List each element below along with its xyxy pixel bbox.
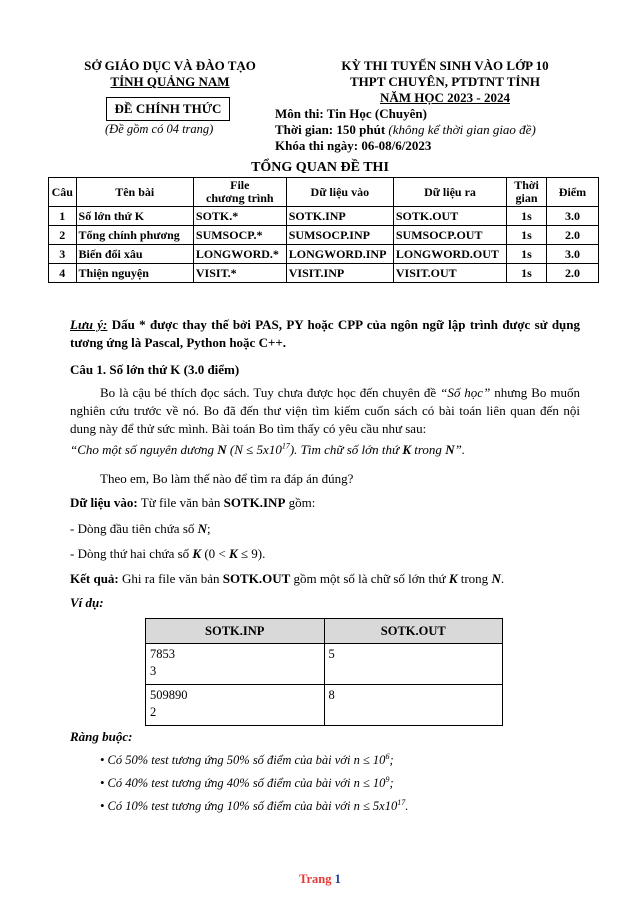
cell-file: VISIT.* — [193, 264, 286, 283]
cell-input: LONGWORD.INP — [286, 245, 393, 264]
cell-cau: 3 — [49, 245, 77, 264]
cell-score: 2.0 — [546, 226, 598, 245]
page-number: 1 — [334, 872, 341, 886]
note — [70, 316, 580, 352]
cell-time: 1s — [507, 207, 547, 226]
note-text: Dấu * được thay thế bởi PAS, PY hoặc CPP của ngôn ngữ lập trình được sử dụng tương ứng là Pascal, Python hoặc C++. — [70, 317, 581, 350]
cell-ten-bai: Số lớn thứ K — [76, 207, 193, 226]
cell-input: SUMSOCP.INP — [286, 226, 393, 245]
cell-score: 3.0 — [546, 207, 598, 226]
example-header-output: SOTK.OUT — [324, 619, 503, 644]
overview-row — [49, 207, 599, 226]
header-ten-bai: Tên bài — [76, 178, 193, 207]
question-1-prompt: Theo em, Bo làm thế nào để tìm ra đáp án đúng? — [100, 471, 354, 486]
cell-score: 3.0 — [546, 245, 598, 264]
example-output-cell: 8 — [324, 685, 503, 726]
example-header-input: SOTK.INP — [146, 619, 325, 644]
constraint-item: • Có 50% test tương ứng 50% số điểm của bài với $n \le 10^6$; — [100, 752, 394, 768]
page-footer — [0, 872, 640, 887]
example-row — [146, 685, 503, 726]
header-score: Điểm — [546, 178, 598, 207]
exam-info — [275, 106, 536, 154]
example-row — [146, 644, 503, 685]
page-label: Trang — [299, 872, 332, 886]
cell-ten-bai: Biến đổi xâu — [76, 245, 193, 264]
time-line — [275, 122, 536, 138]
cell-output: LONGWORD.OUT — [393, 245, 506, 264]
example-input-cell: 7853 3 — [146, 644, 325, 685]
subject-label: Môn thi: Tin Học (Chuyên) — [275, 106, 427, 121]
input-line-1: - Dòng đầu tiên chứa số N; — [70, 521, 211, 536]
question-1-paragraph: Bo là cậu bé thích đọc sách. Tuy chưa được học đến chuyên đề “Số học” nhưng Bo muốn nghiên cứu trước về nó. Bo đã đến thư viện tìm kiếm cuốn sách có bài toán liên quan đến nội dung này để thử sức mình. Bài toán Bo tìm thấy có yêu cầu như sau: “Cho một số nguyên dương N $(N \le 5x10^{17})$. Tìm chữ số lớn thứ K trong N”. — [70, 385, 580, 458]
overview-row — [49, 245, 599, 264]
constraints-label: Ràng buộc: — [70, 729, 133, 744]
cell-cau: 1 — [49, 207, 77, 226]
header-file: File chương trình — [193, 178, 286, 207]
official-badge: ĐỀ CHÍNH THỨC — [106, 97, 230, 121]
cell-input: SOTK.INP — [286, 207, 393, 226]
example-label: Ví dụ: — [70, 595, 104, 610]
time-note: (không kể thời gian giao đề) — [388, 122, 536, 137]
header-cau: Câu — [49, 178, 77, 207]
exam-line-3: NĂM HỌC 2023 - 2024 — [380, 90, 510, 105]
input-description: Dữ liệu vào: Từ file văn bản SOTK.INP gồm: — [70, 495, 316, 510]
cell-cau: 2 — [49, 226, 77, 245]
overview-row — [49, 226, 599, 245]
example-input-cell: 509890 2 — [146, 685, 325, 726]
header-output: Dữ liệu ra — [393, 178, 506, 207]
example-header-row — [146, 619, 503, 644]
example-output-cell: 5 — [324, 644, 503, 685]
header-time: Thời gian — [507, 178, 547, 207]
question-1-title: Câu 1. Số lớn thứ K (3.0 điểm) — [70, 362, 240, 377]
exam-line-2: THPT CHUYÊN, PTDTNT TỈNH — [350, 74, 540, 89]
cell-ten-bai: Tổng chính phương — [76, 226, 193, 245]
cell-time: 1s — [507, 226, 547, 245]
cell-output: SUMSOCP.OUT — [393, 226, 506, 245]
department-line-1: SỞ GIÁO DỤC VÀ ĐÀO TẠO — [84, 58, 256, 73]
cell-output: VISIT.OUT — [393, 264, 506, 283]
cell-input: VISIT.INP — [286, 264, 393, 283]
example-table — [145, 618, 503, 726]
overview-table — [48, 177, 599, 283]
cell-file: LONGWORD.* — [193, 245, 286, 264]
exam-line-1: KỲ THI TUYỂN SINH VÀO LỚP 10 — [341, 58, 549, 73]
constraint-item: • Có 10% test tương ứng 10% số điểm của bài với $n \le 5x10^{17}$. — [100, 798, 409, 814]
pages-note: (Đề gồm có 04 trang) — [105, 122, 214, 136]
overview-row — [49, 264, 599, 283]
time-label: Thời gian: 150 phút — [275, 122, 386, 137]
constraint-item: • Có 40% test tương ứng 40% số điểm của bài với $n \le 10^9$; — [100, 775, 394, 791]
cell-file: SOTK.* — [193, 207, 286, 226]
date-label: Khóa thi ngày: 06-08/6/2023 — [275, 138, 432, 153]
overview-title: TỔNG QUAN ĐỀ THI — [251, 160, 389, 175]
cell-time: 1s — [507, 264, 547, 283]
cell-cau: 4 — [49, 264, 77, 283]
problem-quote: “Cho một số nguyên dương N $(N \le 5x10^{17})$. Tìm chữ số lớn thứ K trong N”. — [70, 442, 466, 458]
department-line-2: TỈNH QUẢNG NAM — [110, 74, 230, 89]
overview-header-row — [49, 178, 599, 207]
cell-score: 2.0 — [546, 264, 598, 283]
cell-ten-bai: Thiện nguyện — [76, 264, 193, 283]
cell-file: SUMSOCP.* — [193, 226, 286, 245]
header-input: Dữ liệu vào — [286, 178, 393, 207]
exam-header — [280, 58, 610, 106]
cell-output: SOTK.OUT — [393, 207, 506, 226]
cell-time: 1s — [507, 245, 547, 264]
note-label: Lưu ý: — [70, 317, 108, 332]
department-header — [60, 58, 280, 90]
input-line-2: - Dòng thứ hai chứa số K (0 < K ≤ 9). — [70, 546, 266, 561]
output-description: Kết quả: Ghi ra file văn bản SOTK.OUT gồm một số là chữ số lớn thứ K trong N. — [70, 571, 505, 586]
